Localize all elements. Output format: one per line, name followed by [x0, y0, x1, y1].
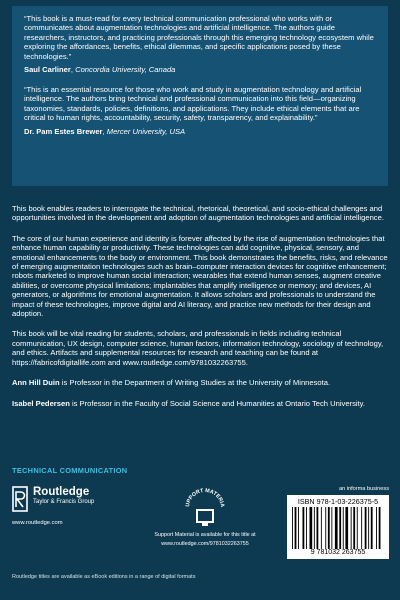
endorser-affiliation: Concordia University, Canada [75, 65, 176, 75]
barcode-block [287, 486, 389, 559]
publisher-url: www.routledge.com [12, 520, 63, 526]
barcode-icon [290, 507, 386, 549]
svg-text:SUPPORT MATERIAL [183, 486, 225, 508]
subject-category: TECHNICAL COMMUNICATION [12, 466, 128, 475]
publisher-block [12, 486, 122, 526]
endorser-affiliation: Mercer University, USA [106, 126, 186, 136]
ebook-availability-note: Routledge titles are available as eBook editions in a range of digital formats [12, 574, 196, 580]
author-bio [12, 399, 388, 408]
publisher-name: Routledge [33, 486, 90, 498]
endorser-name: Dr. Pam Estes Brewer [24, 126, 103, 136]
isbn-number: ISBN 978-1-03-226375-5 [297, 497, 379, 506]
endorsement-attribution: Dr. Pam Estes Brewer, Mercer University, USA [24, 126, 186, 136]
author-name: Ann Hill Duin [12, 378, 60, 388]
support-material-url: www.routledge.com/9781032263755 [161, 541, 249, 547]
barcode-digits: 9 781032 263755 [310, 549, 366, 556]
author-bio-text: is Professor in the Department of Writing Studies at the University of Minnesota. [59, 378, 331, 388]
routledge-logo-icon [12, 486, 28, 512]
author-bio-text: is Professor in the Faculty of Social Science and Humanities at Ontario Tech University. [69, 398, 366, 408]
endorsement-quote: “This book is a must-read for every technical communication professional who works with or communicates about augmentation technologies and artificial intelligence. The authors guide researchers, instructors, and practicing professionals through this emerging technology ecosystem while exploring the affordances, benefits, ethical dilemmas, and specific applications posed by these technologies.” [24, 14, 374, 61]
endorser-name: Saul Carliner [24, 65, 71, 75]
description-paragraph: This book will be vital reading for students, scholars, and professionals in fields including technical communication, UX design, computer science, human factors, information technology, sociology of technology, and ethics. Artifacts and supplemental resources for research and teaching can be found at https://fabricofdigitallife.com and www.routledge.com/9781032263755. [12, 329, 384, 367]
support-material-badge-icon [183, 486, 227, 530]
publisher-text [33, 486, 94, 506]
informa-tagline: an informa business [338, 486, 389, 492]
support-material-block [135, 486, 275, 548]
book-description [12, 204, 388, 419]
publisher-logo-row [12, 486, 122, 512]
publisher-group: Taylor & Francis Group [33, 499, 95, 505]
support-material-note: Support Material is available for this title at [154, 532, 256, 538]
isbn-barcode-box [287, 495, 389, 559]
author-name: Isabel Pedersen [12, 398, 70, 408]
author-bio [12, 378, 388, 387]
description-paragraph: This book enables readers to interrogate the technical, rhetorical, theoretical, and socio-ethical challenges and opportunities involved in the development and adoption of augmentation technologies and artificial intelligence. [12, 204, 384, 223]
endorsement-attribution: Saul Carliner, Concordia University, Canada [24, 65, 176, 75]
endorsement-quote: “This is an essential resource for those who work and study in augmentation technology and artificial intelligence. The authors bring technical and professional communication into this field—organizing taxonomies, standards, policies, definitions, and applications. They include ethical elements that are critical to human rights, accountability, security, safety, transparency, and explainability.” [24, 85, 362, 123]
description-paragraph: The core of our human experience and identity is forever affected by the rise of augmentation technologies that enhance human capability or productivity. These technologies can add cognitive, physical, sensory, and emotional enhancements to the body or environment. This book demonstrates the benefits, risks, and relevance of emerging augmentation technologies such as brain–computer interaction devices for cognitive enhancement; robots marketed to improve human social interaction; wearables that extend human senses, augment creative abilities, or overcome physical limitations; implantables that amplify intelligence or memory; and devices, AI generators, or algorithms for emotional augmentation. It allows scholars and professionals to understand the impact of these technologies, improve digital and AI literacy, and practice new methods for their design and adoption. [12, 233, 388, 319]
badge-label: UPPORT MATERIA [184, 487, 226, 508]
endorsements-box [12, 6, 388, 186]
